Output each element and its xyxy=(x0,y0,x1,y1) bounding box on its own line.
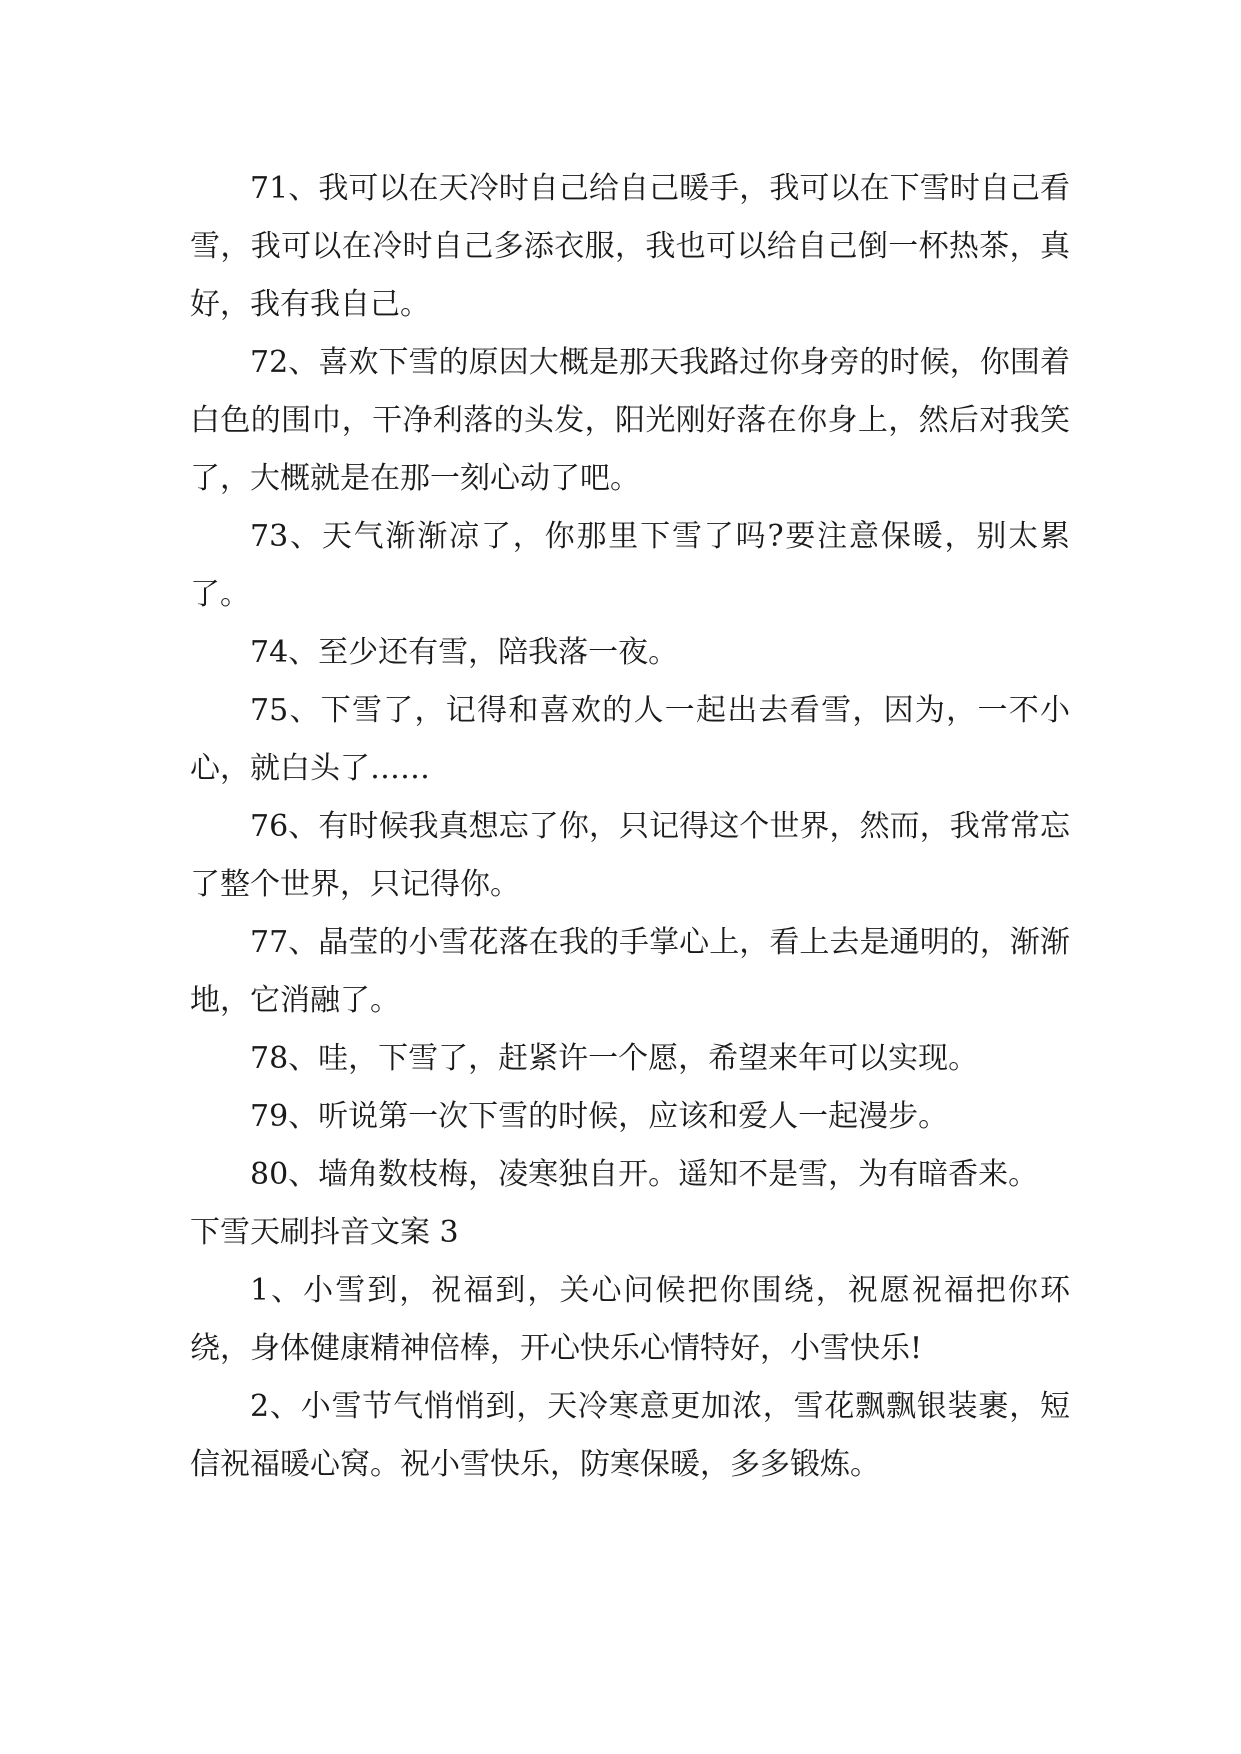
section-heading: 下雪天刷抖音文案 3 xyxy=(190,1215,459,1250)
paragraph-79: 79、听说第一次下雪的时候，应该和爱人一起漫步。 xyxy=(250,1099,949,1134)
paragraph-71: 71、我可以在天冷时自己给自己暖手，我可以在下雪时自己看雪，我可以在冷时自己多添衣服，我也可以给自己倒一杯热茶，真好，我有我自己。 xyxy=(190,171,1070,322)
paragraph-section3-2: 2、小雪节气悄悄到，天冷寒意更加浓，雪花飘飘银装裹，短信祝福暖心窝。祝小雪快乐，防寒保暖，多多锻炼。 xyxy=(190,1389,1070,1482)
paragraph-74: 74、至少还有雪，陪我落一夜。 xyxy=(250,635,679,670)
paragraph-77: 77、晶莹的小雪花落在我的手掌心上，看上去是通明的，渐渐地，它消融了。 xyxy=(190,925,1070,1018)
paragraph-80: 80、墙角数枝梅，凌寒独自开。遥知不是雪，为有暗香来。 xyxy=(250,1157,1039,1192)
document-body xyxy=(190,160,1070,1494)
paragraph-72: 72、喜欢下雪的原因大概是那天我路过你身旁的时候，你围着白色的围巾，干净利落的头发，阳光刚好落在你身上，然后对我笑了，大概就是在那一刻心动了吧。 xyxy=(190,345,1070,496)
paragraph-73: 73、天气渐渐凉了，你那里下雪了吗?要注意保暖，别太累了。 xyxy=(190,519,1070,612)
paragraph-75: 75、下雪了，记得和喜欢的人一起出去看雪，因为，一不小心，就白头了…… xyxy=(190,693,1070,786)
paragraph-section3-1: 1、小雪到，祝福到，关心问候把你围绕，祝愿祝福把你环绕，身体健康精神倍棒，开心快乐心情特好，小雪快乐! xyxy=(190,1273,1070,1366)
paragraph-76: 76、有时候我真想忘了你，只记得这个世界，然而，我常常忘了整个世界，只记得你。 xyxy=(190,809,1070,902)
paragraph-78: 78、哇，下雪了，赶紧许一个愿，希望来年可以实现。 xyxy=(250,1041,979,1076)
